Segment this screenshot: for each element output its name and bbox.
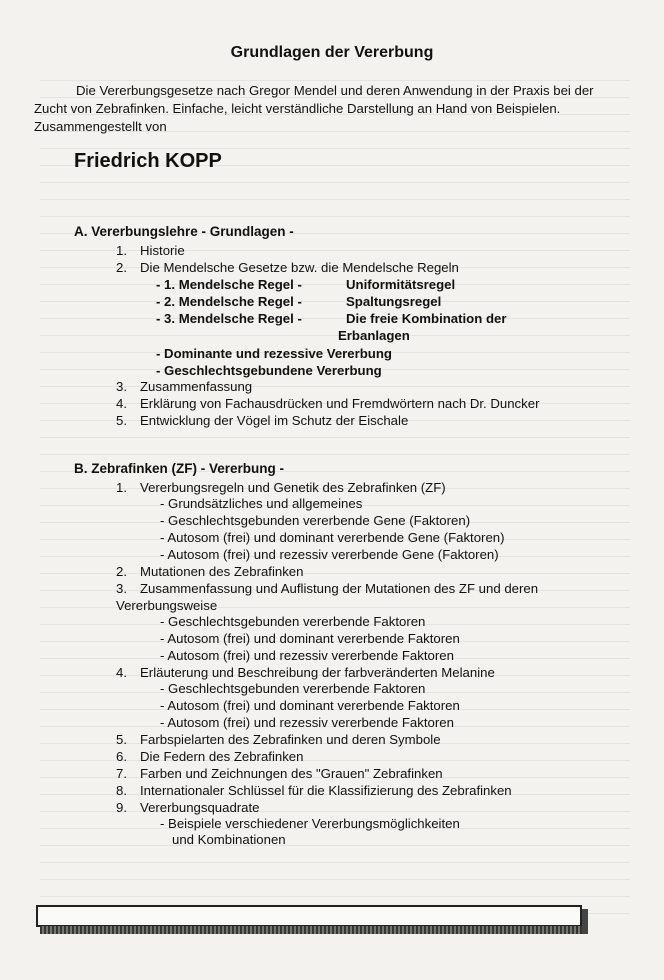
rule-name: Die freie Kombination der [346, 311, 507, 326]
rule-name-cont: Erbanlagen [338, 328, 410, 343]
topic-item: - Geschlechtsgebundene Vererbung [156, 363, 382, 378]
list-item: 4. Erklärung von Fachausdrücken und Fremdwörtern nach Dr. Duncker [116, 396, 540, 411]
intro-paragraph: Die Vererbungsgesetze nach Gregor Mendel und deren Anwendung in der Praxis bei der Zucht von Zebrafinken. Einfache, leicht verständliche Darstellung an Hand von Beispielen. Zusammengestellt von [34, 83, 594, 134]
footer-frame-shadow [40, 926, 586, 934]
sub-item: - Autosom (frei) und rezessiv vererbende Gene (Faktoren) [160, 547, 499, 562]
sub-item: - Autosom (frei) und dominant vererbende Faktoren [160, 698, 460, 713]
sub-item: - Grundsätzliches und allgemeines [160, 496, 363, 511]
author-name: Friedrich KOPP [74, 150, 222, 172]
list-item: 5. Farbspielarten des Zebrafinken und deren Symbole [116, 732, 441, 747]
list-item: 4. Erläuterung und Beschreibung der farbveränderten Melanine [116, 665, 495, 680]
list-item: 3. Zusammenfassung und Auflistung der Mutationen des ZF und deren [116, 581, 539, 596]
sub-item: - Beispiele verschiedener Vererbungsmöglichkeiten [160, 816, 460, 831]
page-title: Grundlagen der Vererbung [230, 44, 434, 61]
sub-item-cont: und Kombinationen [172, 832, 286, 847]
rule-name: Uniformitätsregel [346, 277, 456, 292]
sub-item: - Autosom (frei) und dominant vererbende Gene (Faktoren) [160, 530, 505, 545]
footer-frame-shadow-side [582, 909, 588, 934]
list-item: 9. Vererbungsquadrate [116, 800, 260, 815]
section-b-heading: B. Zebrafinken (ZF) - Vererbung - [74, 461, 285, 476]
list-item: 2. Mutationen des Zebrafinken [116, 564, 304, 579]
list-item: 1. Historie [116, 243, 185, 258]
sub-item: - Geschlechtsgebunden vererbende Faktoren [160, 681, 426, 696]
footer-frame [36, 905, 582, 927]
topic-item: - Dominante und rezessive Vererbung [156, 346, 392, 361]
sub-item: - Geschlechtsgebunden vererbende Gene (Faktoren) [160, 513, 471, 528]
rule-item: - 2. Mendelsche Regel - [156, 294, 302, 309]
rule-item: - 3. Mendelsche Regel - [156, 311, 302, 326]
list-item: 7. Farben und Zeichnungen des "Grauen" Zebrafinken [116, 766, 443, 781]
list-item: 6. Die Federn des Zebrafinken [116, 749, 304, 764]
sub-item: - Autosom (frei) und rezessiv vererbende Faktoren [160, 648, 454, 663]
sub-item: - Autosom (frei) und dominant vererbende Faktoren [160, 631, 460, 646]
sub-item: - Geschlechtsgebunden vererbende Faktoren [160, 614, 426, 629]
list-item: 5. Entwicklung der Vögel im Schutz der Eischale [116, 413, 409, 428]
list-item: 1. Vererbungsregeln und Genetik des Zebrafinken (ZF) [116, 480, 446, 495]
list-item: 2. Die Mendelsche Gesetze bzw. die Mendelsche Regeln [116, 260, 459, 275]
rule-item: - 1. Mendelsche Regel - [156, 277, 302, 292]
list-item: 8. Internationaler Schlüssel für die Klassifizierung des Zebrafinken [116, 783, 512, 798]
rule-name: Spaltungsregel [346, 294, 442, 309]
sub-item: - Autosom (frei) und rezessiv vererbende Faktoren [160, 715, 454, 730]
section-a-heading: A. Vererbungslehre - Grundlagen - [74, 224, 294, 239]
list-item: 3. Zusammenfassung [116, 379, 253, 394]
list-item-cont: Vererbungsweise [116, 598, 218, 613]
